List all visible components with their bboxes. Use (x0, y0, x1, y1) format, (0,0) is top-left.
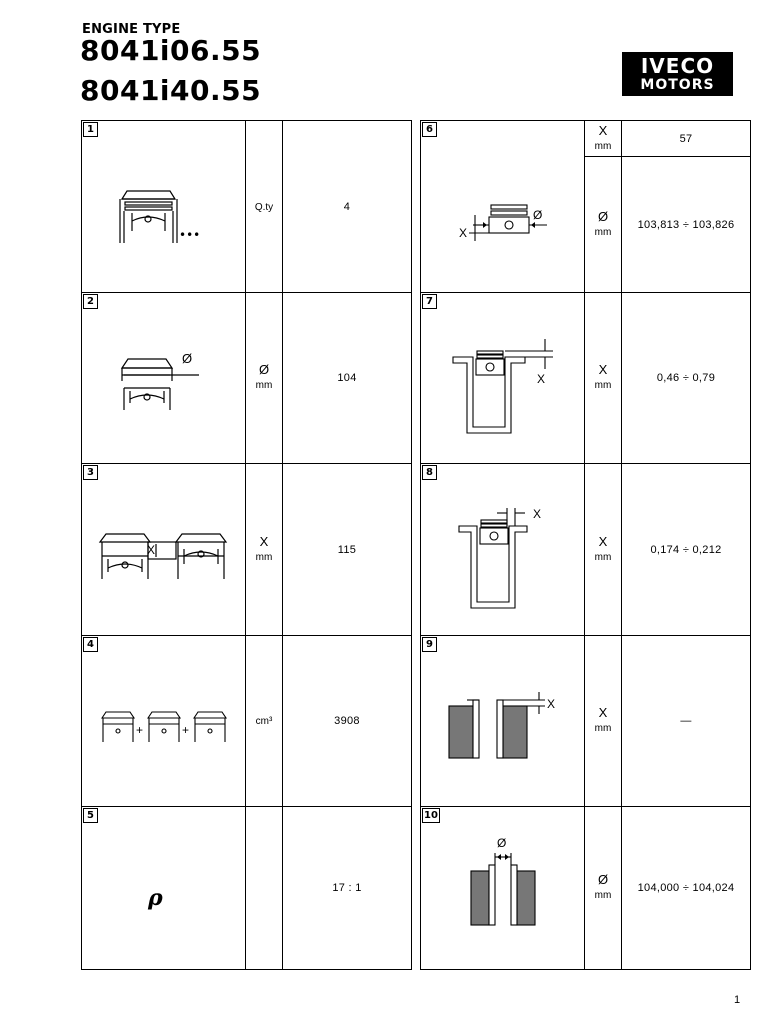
unit-cell (585, 464, 622, 635)
unit-label: mm (594, 723, 612, 734)
x-symbol: X (547, 697, 556, 711)
figure-cell (421, 636, 585, 806)
unit-label: Q.ty (254, 201, 274, 213)
quantity-symbol: Ø (597, 208, 609, 224)
quantity-symbol: X (598, 122, 608, 138)
value-cell (622, 121, 750, 292)
value-cell (622, 464, 750, 635)
figure-cell (421, 807, 585, 969)
spec-value: — (680, 715, 692, 727)
spec-row-7 (421, 292, 750, 463)
stroke-figure (82, 464, 246, 635)
diameter-symbol: Ø (182, 351, 193, 366)
row-number: 9 (422, 637, 437, 652)
value-cell (283, 464, 411, 635)
compression-ratio-figure (82, 807, 246, 970)
plus-symbol: + (136, 723, 144, 737)
spec-value: 0,174 ÷ 0,212 (650, 543, 722, 556)
spec-value: 104 (337, 372, 357, 384)
spec-row-8 (421, 463, 750, 635)
unit-cell (246, 121, 283, 292)
figure-cell (421, 293, 585, 463)
unit-cell (246, 807, 283, 969)
piston-measure-figure (421, 121, 585, 291)
quantity-symbol: X (598, 705, 608, 720)
row-number: 3 (83, 465, 98, 480)
diameter-symbol: Ø (497, 836, 507, 850)
liner-bore-figure (421, 807, 585, 970)
spec-value: 3908 (334, 715, 360, 727)
logo-line-2: MOTORS (640, 77, 715, 93)
x-symbol: X (459, 226, 468, 240)
value-cell (283, 807, 411, 969)
piston-protrusion-figure (421, 293, 585, 463)
engine-code-2: 8041i40.55 (80, 74, 262, 107)
value-cell (283, 293, 411, 463)
spec-row-9 (421, 635, 750, 806)
diameter-symbol: Ø (533, 208, 543, 222)
rho-symbol: ρ (148, 885, 163, 911)
unit-cell (246, 636, 283, 806)
row-number: 4 (83, 637, 98, 652)
quantity-symbol: X (598, 362, 608, 377)
unit-label: mm (255, 551, 273, 563)
row-number: 1 (83, 122, 98, 137)
spec-row-5 (82, 806, 411, 969)
engine-type-label: ENGINE TYPE (82, 22, 181, 37)
figure-cell (82, 464, 246, 635)
piston-clearance-figure (421, 464, 585, 635)
figure-cell (421, 121, 585, 292)
logo-line-1: IVECO (640, 54, 715, 78)
row-number: 5 (83, 808, 98, 823)
unit-subcell-top (585, 121, 621, 157)
spec-row-1 (82, 121, 411, 292)
figure-cell (82, 121, 246, 292)
unit-label: mm (594, 890, 612, 901)
x-symbol: X (533, 507, 542, 521)
spec-value: 57 (679, 132, 693, 145)
spec-value: 104,000 ÷ 104,024 (637, 882, 735, 894)
engine-code-1: 8041i06.55 (80, 34, 262, 67)
figure-cell (82, 807, 246, 969)
quantity-symbol: X (259, 533, 269, 549)
value-subcell-top (622, 121, 750, 157)
dots-symbol: ••• (179, 228, 201, 242)
spec-value: 17 : 1 (332, 882, 362, 894)
spec-value: 0,46 ÷ 0,79 (656, 372, 716, 384)
spec-row-10 (421, 806, 750, 969)
unit-cell (246, 293, 283, 463)
plus-symbol: + (182, 723, 190, 737)
spec-value: 4 (343, 200, 351, 213)
unit-cell (585, 121, 622, 292)
pistons-quantity-figure (82, 121, 246, 291)
page-number: 1 (734, 994, 741, 1006)
value-cell (283, 636, 411, 806)
row-number: 2 (83, 294, 98, 309)
right-spec-panel (420, 120, 751, 970)
unit-cell (246, 464, 283, 635)
unit-cell (585, 807, 622, 969)
quantity-symbol: Ø (258, 362, 270, 377)
spec-value: 115 (337, 543, 357, 556)
value-subcell-bottom (622, 157, 750, 292)
value-cell (283, 121, 411, 292)
row-number: 6 (422, 122, 437, 137)
unit-label: mm (255, 380, 273, 391)
unit-label: mm (594, 380, 612, 391)
x-symbol: X (147, 543, 156, 557)
row-number: 8 (422, 465, 437, 480)
value-cell (622, 293, 750, 463)
spec-value: 103,813 ÷ 103,826 (637, 218, 735, 231)
row-number: 10 (422, 808, 440, 823)
value-cell (622, 807, 750, 969)
row-number: 7 (422, 294, 437, 309)
unit-cell (585, 636, 622, 806)
spec-row-4 (82, 635, 411, 806)
spec-row-6 (421, 121, 750, 292)
unit-subcell-bottom (585, 157, 621, 292)
iveco-motors-logo (622, 52, 733, 96)
spec-row-2 (82, 292, 411, 463)
unit-cell (585, 293, 622, 463)
value-cell (622, 636, 750, 806)
quantity-symbol: Ø (597, 872, 609, 887)
quantity-symbol: X (598, 533, 608, 549)
left-spec-panel (81, 120, 412, 970)
displacement-figure (82, 636, 246, 806)
unit-label: cm³ (255, 716, 273, 727)
figure-cell (82, 636, 246, 806)
spec-row-3 (82, 463, 411, 635)
piston-diameter-figure (82, 293, 246, 463)
x-symbol: X (537, 372, 546, 386)
unit-label: mm (594, 551, 612, 563)
unit-label: mm (594, 226, 612, 238)
figure-cell (421, 464, 585, 635)
figure-cell (82, 293, 246, 463)
cylinder-liner-figure (421, 636, 585, 806)
unit-label: mm (594, 140, 612, 152)
